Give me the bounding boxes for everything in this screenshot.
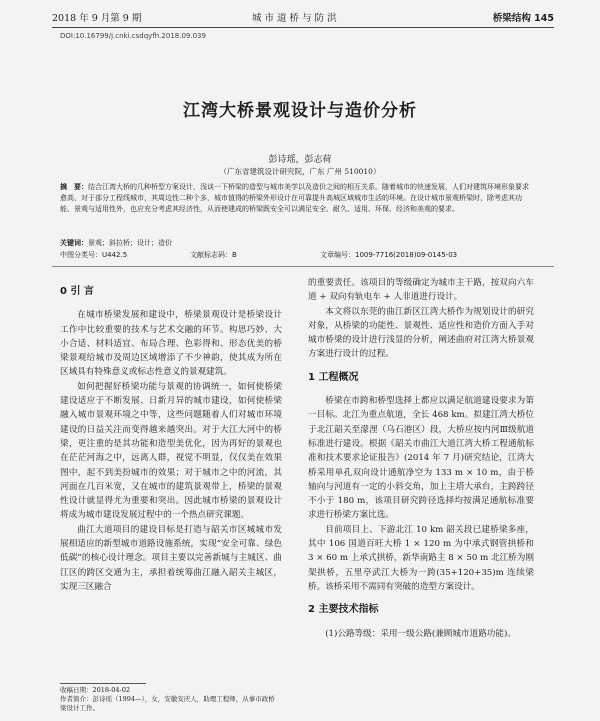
paragraph: (1)公路等级：采用一级公路(兼顾城市道路功能)。 (325, 628, 516, 639)
abstract-rule (52, 266, 554, 267)
journal-name: 城 市 道 桥 与 防 洪 (252, 13, 337, 24)
running-header (52, 8, 554, 26)
abstract (60, 182, 530, 215)
footnote (60, 686, 280, 713)
header-rule (52, 27, 554, 28)
footnote-rule (60, 683, 146, 684)
paragraph: 曲江大道项目的建设目标是打造与韶关市区城城市发展相适应的新型城市道路设施系统，实现“安全可靠、绿色低碳”的核心设计理念。项目主要以完善新城与主城区、曲江区的跨区交通为主，承担着统筹曲江融入韶关主城区，实现三区融合 (60, 524, 282, 592)
clc-number: 中图分类号：U442.5 (60, 251, 128, 259)
keywords (60, 238, 172, 248)
keywords-text: 景观；斜拉桥；设计；造价 (88, 239, 172, 247)
document-code: 文献标志码：B (190, 251, 237, 259)
section-heading-overview: 1 工程概况 (308, 371, 359, 383)
received-date: 收稿日期：2018-04-02 (60, 686, 130, 694)
author-bio: 作者简介：彭诗瑶（1994—），女，安徽安庆人，助理工程师，从事市政桥梁设计工作。 (60, 695, 275, 712)
doi: DOI:10.16799/j.cnki.csdqyfh.2018.09.039 (60, 32, 206, 40)
paragraph: 的重要责任。该项目的等级确定为城市主干路，按双向六车道 + 双向有轨电车 + 人非道进行设计。 (308, 278, 534, 303)
paper-title: 江湾大桥景观设计与造价分析 (183, 101, 417, 121)
issue-label: 2018 年 9 月第 9 期 (52, 13, 142, 24)
left-column (60, 276, 282, 594)
abstract-label: 摘 要： (60, 183, 88, 191)
paragraph: 本文将以东莞的曲江新区江湾大桥作为规划设计的研究对象，从桥梁的功能性、景观性、适应性和造价方面入手对城市桥梁的设计进行浅显的分析，阐述曲府对江湾大桥景观方案进行设计的过程。 (308, 306, 534, 360)
right-column (308, 276, 534, 641)
section-heading-technical-indicators: 2 主要技术指标 (308, 604, 379, 616)
paragraph: 桥梁在市跨和桥型选择上都应以满足航道建设要求为第一目标。北江为重点航道，全长 468 km。拟建江湾大桥位于北江韶关至濛浬（乌石港区）段，大桥应按内河Ⅲ级航道标准进行建设。根据《韶关市曲江大道江湾大桥工程通航标准和技术要求论证报告》(2014 年 7 月)研究结论，江湾大桥采用单孔双向设计通航净空为 133 m × 10 m，由于桥轴向与河道有一定的小斜交角，加上主塔大承台，主跨跨径不小于 180 m，该项目研究跨径选择均按满足通航标准要求进行桥梁方案比选。 (308, 396, 534, 521)
abstract-text: 结合江湾大桥的几种桥型方案设计，浅谈一下桥梁的造型与城市美学以及造价之间的相互关系。随着城市的快速发展，人们对建筑环境形象要求愈高，对于部分工程线城市，其周边性二种个多，城市值得的桥梁外形设计在可靠提升高城区域城市生活的环境。在设计城市景观桥梁时，除考虑其功能、景观与适用性外，也应充分考虑其经济性，从而使建成的桥梁既安全可以满足安全、耐久、适用、环保、经济和美观的要求。 (60, 183, 529, 213)
keywords-label: 关键词： (60, 238, 88, 247)
affiliation: （广东省建筑设计研究院，广东 广州 510010） (219, 167, 381, 176)
authors: 彭诗瑶，彭志荷 (268, 155, 332, 165)
section-heading-introduction: 0 引 言 (60, 286, 94, 297)
paragraph: 目前项目上、下游北江 10 km 韶关段已建桥梁多座，其中 106 国道百旺大桥 1 × 120 m 为中承式钢管拱桥和 3 × 60 m 上承式拱桥，新华南路主 8 × 50 m 北江桥为刚架拱桥，五里亭武江大桥为一跨(35+120+35)m 连续梁桥。该桥采用不需同有突破的造型方案设计。 (308, 524, 534, 592)
paragraph: 如何把握好桥梁功能与景观的协调统一，如何使桥梁建设适应于不断发展、日新月异的城市建设，如何使桥梁融入城市景观环境之中等，这些问题随着人们对城市环境建设的日益关注而变得越来越突出。对于大江大河中的桥梁，更注重的是其功能和造型美优化，因为再好的景观也在茫茫河海之中，远离人群，视觉不明显，仅仅美在效果图中，起不到美扮城市的效果；对于城市之中的河流，其河面在几百米宽，又在城市的建筑景观带上，桥梁的景观性设计就显得尤为重要和突出。因此城市桥梁的景观设计将成为城市建设发展过程中的一个热点研究课题。 (60, 381, 282, 521)
section-page-label: 桥梁结构 145 (492, 13, 554, 24)
article-number: 文章编号：1009-7716(2018)09-0145-03 (320, 251, 458, 259)
paragraph: 在城市桥梁发展和建设中，桥梁景观设计是桥梁设计工作中比较重要的技术与艺术交融的环节。构思巧妙、大小合适、材料适宜、布局合理、色彩得和、形态优美的桥梁景观给城市及周边区域增添了不少神韵，使其成为所在区域具有特殊意义或标志性意义的景观建筑。 (60, 310, 282, 378)
